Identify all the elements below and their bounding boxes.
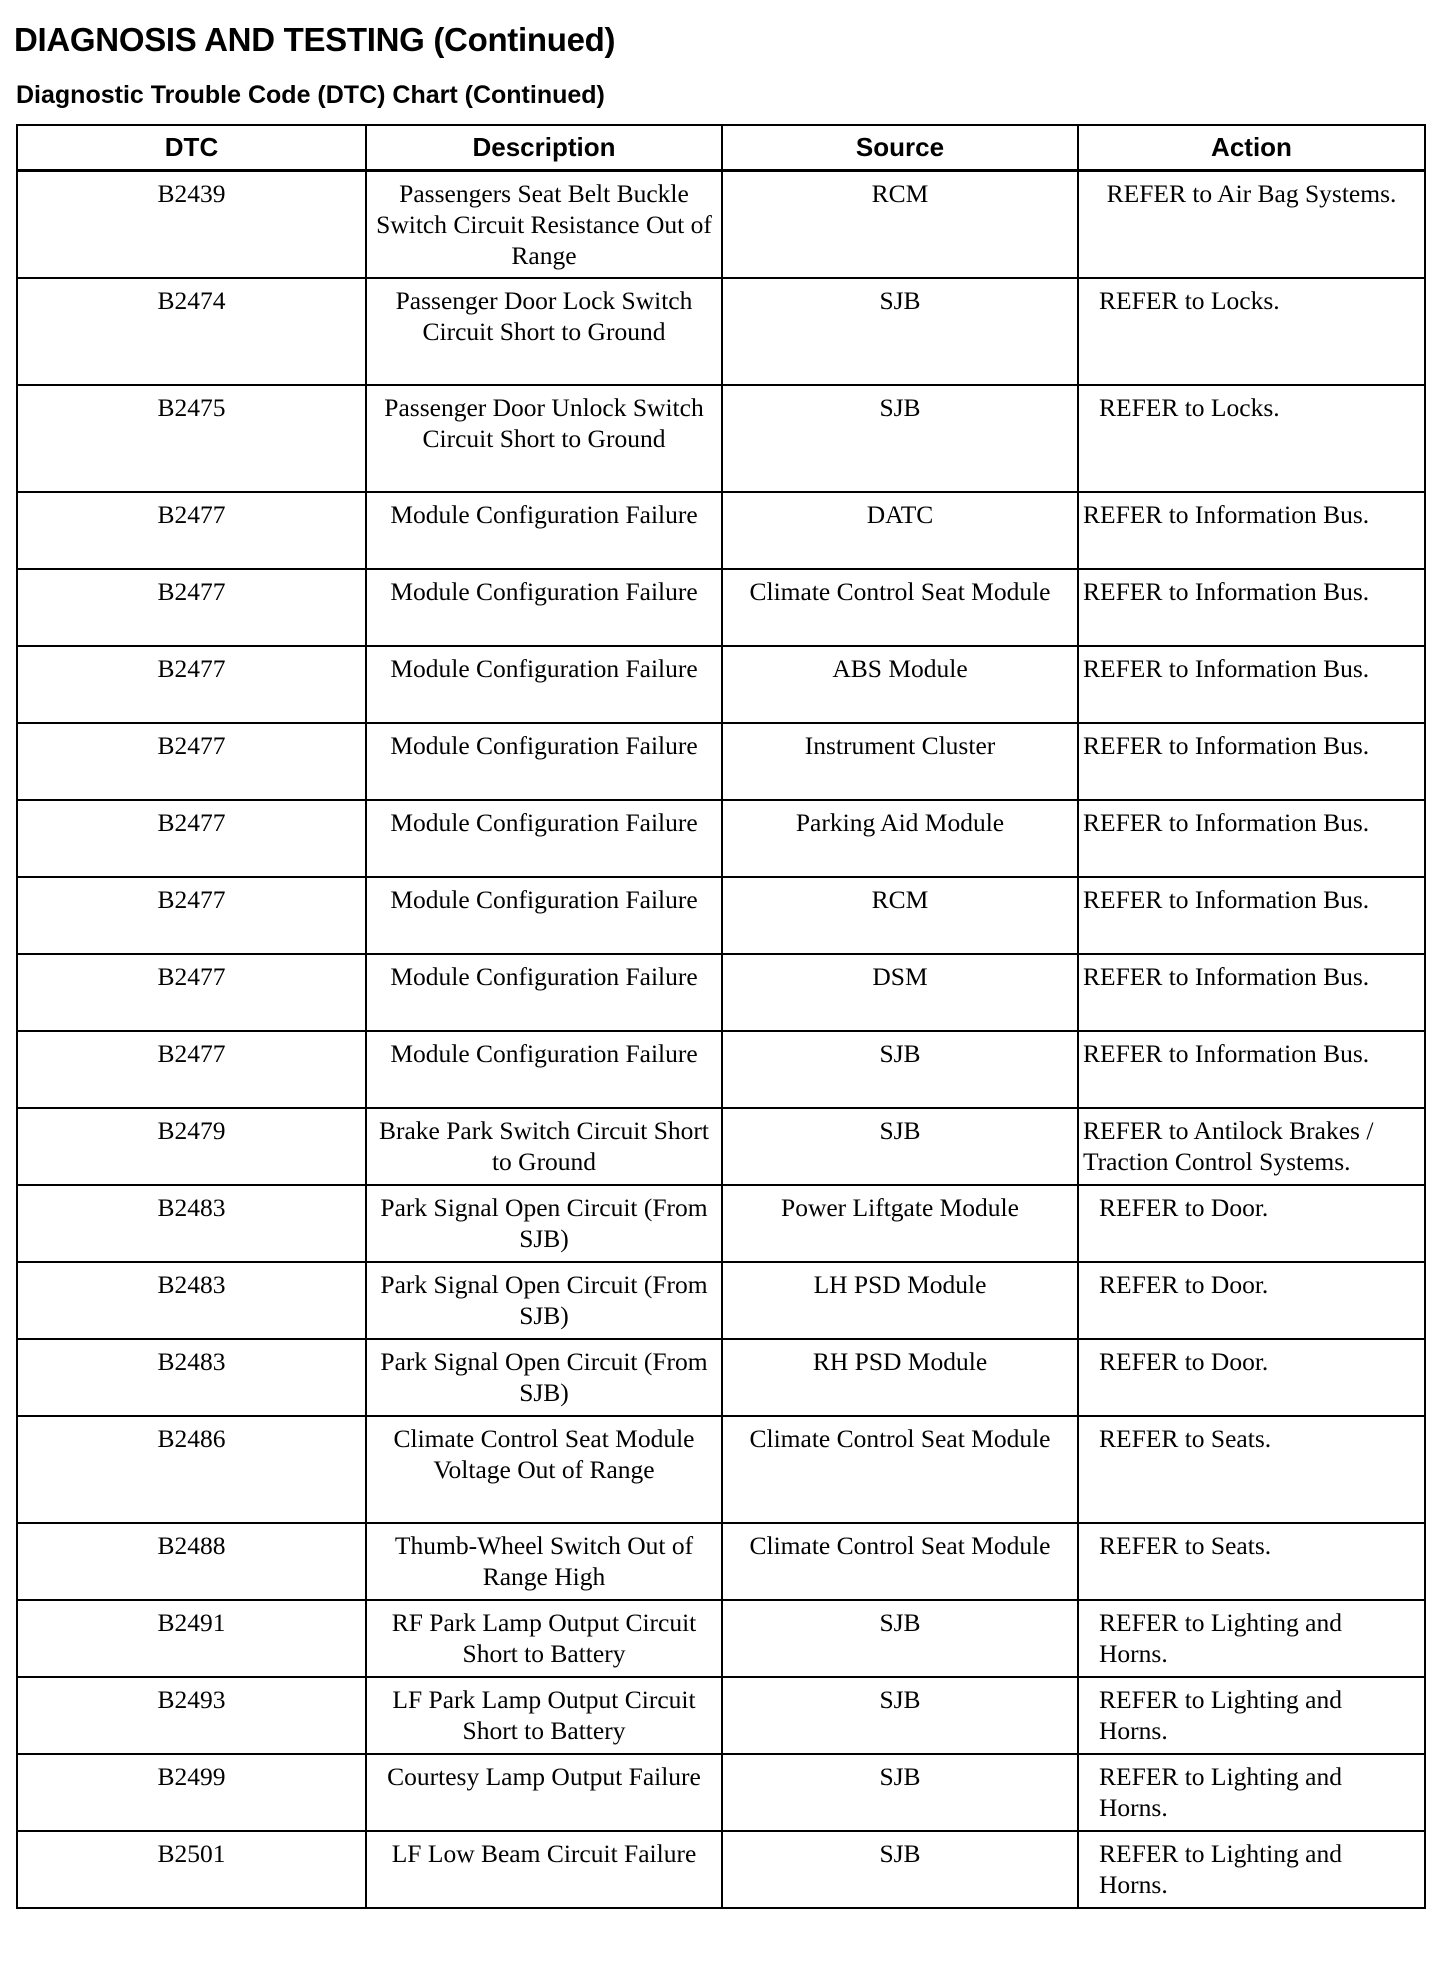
action-cell: REFER to Information Bus. [1078, 954, 1425, 1031]
dtc-code-cell: B2477 [17, 954, 366, 1031]
description-cell: Module Configuration Failure [366, 877, 722, 954]
dtc-code-cell: B2477 [17, 1031, 366, 1108]
action-cell: REFER to Locks. [1078, 385, 1425, 492]
column-header-dtc: DTC [17, 125, 366, 171]
description-cell: Module Configuration Failure [366, 492, 722, 569]
dtc-code-cell: B2439 [17, 171, 366, 279]
source-cell: RCM [722, 171, 1078, 279]
source-cell: Parking Aid Module [722, 800, 1078, 877]
action-cell: REFER to Door. [1078, 1339, 1425, 1416]
source-cell: DATC [722, 492, 1078, 569]
description-cell: Module Configuration Failure [366, 800, 722, 877]
action-cell: REFER to Information Bus. [1078, 877, 1425, 954]
action-cell: REFER to Information Bus. [1078, 492, 1425, 569]
table-row [17, 1108, 1425, 1185]
action-cell: REFER to Information Bus. [1078, 569, 1425, 646]
source-cell: SJB [722, 1754, 1078, 1831]
source-cell: Climate Control Seat Module [722, 1416, 1078, 1523]
table-row [17, 1262, 1425, 1339]
source-cell: SJB [722, 1108, 1078, 1185]
table-row [17, 385, 1425, 492]
dtc-chart-table [16, 124, 1426, 1909]
dtc-code-cell: B2499 [17, 1754, 366, 1831]
dtc-code-cell: B2493 [17, 1677, 366, 1754]
description-cell: LF Park Lamp Output Circuit Short to Battery [366, 1677, 722, 1754]
dtc-code-cell: B2483 [17, 1339, 366, 1416]
action-cell: REFER to Air Bag Systems. [1078, 171, 1425, 279]
action-cell: REFER to Information Bus. [1078, 800, 1425, 877]
source-cell: LH PSD Module [722, 1262, 1078, 1339]
description-cell: Passenger Door Lock Switch Circuit Short to Ground [366, 278, 722, 385]
source-cell: RH PSD Module [722, 1339, 1078, 1416]
dtc-code-cell: B2477 [17, 723, 366, 800]
source-cell: SJB [722, 1031, 1078, 1108]
dtc-code-cell: B2477 [17, 877, 366, 954]
dtc-code-cell: B2486 [17, 1416, 366, 1523]
table-row [17, 1523, 1425, 1600]
table-row [17, 1831, 1425, 1908]
source-cell: ABS Module [722, 646, 1078, 723]
source-cell: SJB [722, 1677, 1078, 1754]
source-cell: Climate Control Seat Module [722, 569, 1078, 646]
table-row [17, 1754, 1425, 1831]
dtc-code-cell: B2501 [17, 1831, 366, 1908]
description-cell: Module Configuration Failure [366, 954, 722, 1031]
action-cell: REFER to Lighting and Horns. [1078, 1600, 1425, 1677]
column-header-source: Source [722, 125, 1078, 171]
description-cell: LF Low Beam Circuit Failure [366, 1831, 722, 1908]
table-row [17, 800, 1425, 877]
dtc-code-cell: B2483 [17, 1262, 366, 1339]
table-row [17, 877, 1425, 954]
description-cell: Passengers Seat Belt Buckle Switch Circuit Resistance Out of Range [366, 171, 722, 279]
description-cell: Park Signal Open Circuit (From SJB) [366, 1262, 722, 1339]
action-cell: REFER to Door. [1078, 1262, 1425, 1339]
dtc-code-cell: B2477 [17, 492, 366, 569]
dtc-code-cell: B2475 [17, 385, 366, 492]
table-row [17, 646, 1425, 723]
table-row [17, 569, 1425, 646]
action-cell: REFER to Lighting and Horns. [1078, 1831, 1425, 1908]
source-cell: Climate Control Seat Module [722, 1523, 1078, 1600]
table-row [17, 1185, 1425, 1262]
table-row [17, 1416, 1425, 1523]
description-cell: RF Park Lamp Output Circuit Short to Battery [366, 1600, 722, 1677]
source-cell: SJB [722, 385, 1078, 492]
source-cell: Instrument Cluster [722, 723, 1078, 800]
description-cell: Module Configuration Failure [366, 723, 722, 800]
dtc-code-cell: B2483 [17, 1185, 366, 1262]
description-cell: Park Signal Open Circuit (From SJB) [366, 1185, 722, 1262]
action-cell: REFER to Seats. [1078, 1416, 1425, 1523]
table-row [17, 1677, 1425, 1754]
table-row [17, 278, 1425, 385]
dtc-code-cell: B2474 [17, 278, 366, 385]
chart-subtitle: Diagnostic Trouble Code (DTC) Chart (Continued) [16, 81, 605, 109]
table-row [17, 954, 1425, 1031]
action-cell: REFER to Information Bus. [1078, 646, 1425, 723]
source-cell: SJB [722, 278, 1078, 385]
source-cell: Power Liftgate Module [722, 1185, 1078, 1262]
description-cell: Park Signal Open Circuit (From SJB) [366, 1339, 722, 1416]
description-cell: Climate Control Seat Module Voltage Out of Range [366, 1416, 722, 1523]
table-row [17, 1600, 1425, 1677]
action-cell: REFER to Information Bus. [1078, 723, 1425, 800]
description-cell: Module Configuration Failure [366, 569, 722, 646]
dtc-code-cell: B2479 [17, 1108, 366, 1185]
dtc-code-cell: B2477 [17, 800, 366, 877]
dtc-code-cell: B2488 [17, 1523, 366, 1600]
source-cell: SJB [722, 1600, 1078, 1677]
column-header-description: Description [366, 125, 722, 171]
action-cell: REFER to Seats. [1078, 1523, 1425, 1600]
description-cell: Courtesy Lamp Output Failure [366, 1754, 722, 1831]
page-title: DIAGNOSIS AND TESTING (Continued) [14, 21, 616, 58]
action-cell: REFER to Door. [1078, 1185, 1425, 1262]
dtc-code-cell: B2477 [17, 646, 366, 723]
table-header-row [17, 125, 1425, 171]
dtc-code-cell: B2491 [17, 1600, 366, 1677]
table-row [17, 723, 1425, 800]
action-cell: REFER to Lighting and Horns. [1078, 1677, 1425, 1754]
table-row [17, 171, 1425, 279]
description-cell: Brake Park Switch Circuit Short to Ground [366, 1108, 722, 1185]
description-cell: Module Configuration Failure [366, 1031, 722, 1108]
action-cell: REFER to Antilock Brakes / Traction Control Systems. [1078, 1108, 1425, 1185]
column-header-action: Action [1078, 125, 1425, 171]
action-cell: REFER to Lighting and Horns. [1078, 1754, 1425, 1831]
table-row [17, 1031, 1425, 1108]
action-cell: REFER to Information Bus. [1078, 1031, 1425, 1108]
description-cell: Thumb-Wheel Switch Out of Range High [366, 1523, 722, 1600]
action-cell: REFER to Locks. [1078, 278, 1425, 385]
dtc-code-cell: B2477 [17, 569, 366, 646]
description-cell: Module Configuration Failure [366, 646, 722, 723]
source-cell: DSM [722, 954, 1078, 1031]
source-cell: RCM [722, 877, 1078, 954]
table-row [17, 492, 1425, 569]
source-cell: SJB [722, 1831, 1078, 1908]
table-row [17, 1339, 1425, 1416]
description-cell: Passenger Door Unlock Switch Circuit Short to Ground [366, 385, 722, 492]
